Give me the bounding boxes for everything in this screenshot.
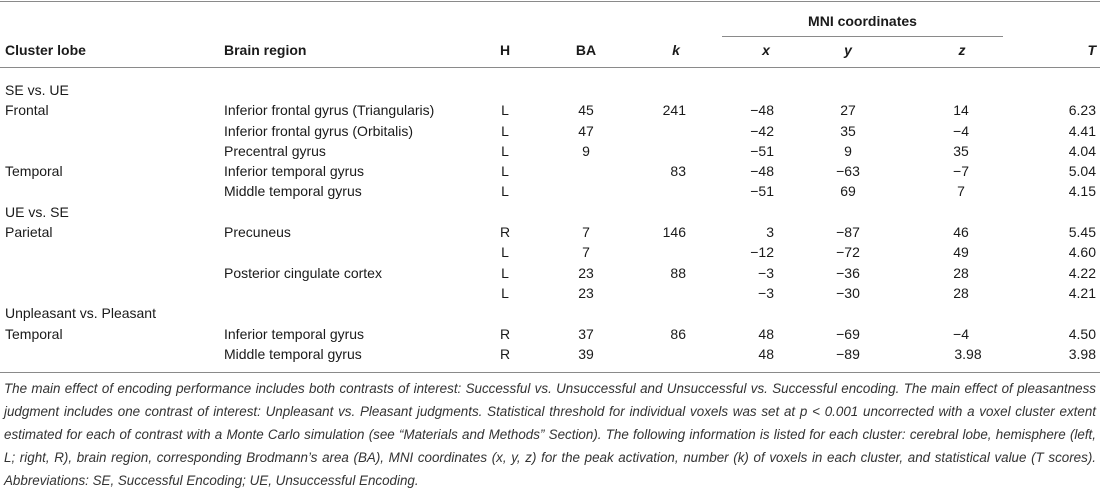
table-top-rule — [0, 1, 1100, 2]
cell-y: 69 — [840, 183, 856, 200]
cell-lobe: Parietal — [5, 224, 53, 241]
cell-t: 4.41 — [1068, 122, 1096, 139]
cell-y: 35 — [840, 122, 856, 139]
cell-z: −4 — [953, 325, 969, 342]
cell-k: 146 — [662, 224, 686, 241]
cell-h: L — [501, 122, 509, 139]
cell-ba: 47 — [578, 122, 594, 139]
cell-ba: 7 — [582, 224, 590, 241]
cell-h: L — [501, 264, 509, 281]
mni-coordinates-group-header: MNI coordinates — [808, 13, 917, 29]
col-header-hemisphere: H — [499, 42, 511, 58]
cell-x: −48 — [750, 102, 774, 119]
cell-z: 35 — [953, 142, 969, 159]
col-header-t: T — [1087, 42, 1096, 58]
cell-h: L — [501, 244, 509, 261]
cell-ba: 37 — [578, 325, 594, 342]
cell-lobe: Frontal — [5, 102, 49, 119]
cell-lobe: Temporal — [5, 163, 63, 180]
cell-k: 83 — [670, 163, 686, 180]
cell-x: −12 — [750, 244, 774, 261]
col-header-z: z — [958, 42, 966, 58]
cell-h: L — [501, 102, 509, 119]
col-header-ba: BA — [575, 42, 597, 58]
cell-z: 28 — [953, 284, 969, 301]
cell-t: 4.50 — [1068, 325, 1096, 342]
cell-t: 4.21 — [1068, 284, 1096, 301]
col-header-y: y — [844, 42, 852, 58]
cell-x: −3 — [758, 284, 774, 301]
cell-region: Inferior temporal gyrus — [224, 325, 365, 342]
cell-region: Inferior frontal gyrus (Orbitalis) — [224, 122, 414, 139]
cell-h: R — [499, 345, 511, 362]
cell-ba: 9 — [582, 142, 590, 159]
cell-x: −42 — [750, 122, 774, 139]
cell-region: Middle temporal gyrus — [224, 183, 362, 200]
cell-y: −36 — [836, 264, 860, 281]
table-bottom-rule — [0, 372, 1100, 373]
cell-x: −51 — [750, 183, 774, 200]
cell-x: −51 — [750, 142, 774, 159]
mni-group-rule — [722, 36, 1003, 37]
cell-z: 46 — [953, 224, 969, 241]
cell-t: 6.23 — [1068, 102, 1096, 119]
cell-lobe: SE vs. UE — [5, 82, 69, 98]
cell-z: 7 — [957, 183, 965, 200]
cell-region: Precentral gyrus — [224, 142, 326, 159]
cell-h: R — [499, 325, 511, 342]
cell-x: 3 — [766, 224, 774, 241]
cell-ba: 7 — [582, 244, 590, 261]
cell-k: 86 — [670, 325, 686, 342]
table-footnote: The main effect of encoding performance includes both contrasts of interest: Successful vs. Unsuccessful and Unsuccessful vs. Successful encoding. The main effect of pleasantness judgment includes one contrast of interest: Unpleasant vs. Pleasant judgments. Statistical threshold for individual voxels was set at p < 0.001 uncorrected with a voxel cluster extent estimated for each of contrast with a Monte Carlo simulation (see “Materials and Methods” Section). The following information is listed for each cluster: cerebral lobe, hemisphere (left, L; right, R), brain region, corresponding Brodmann’s area (BA), MNI coordinates (x, y, z) for the peak activation, number (k) of voxels in each cluster, and statistical value (T scores). Abbreviations: SE, Successful Encoding; UE, Unsuccessful Encoding. — [4, 381, 1096, 488]
cell-x: −3 — [758, 264, 774, 281]
cell-lobe: Temporal — [5, 325, 63, 342]
cell-z: 14 — [953, 102, 969, 119]
cell-y: −87 — [836, 224, 860, 241]
cell-region: Inferior temporal gyrus — [224, 163, 365, 180]
cell-h: R — [499, 224, 511, 241]
cell-h: L — [501, 163, 509, 180]
col-header-x: x — [762, 42, 770, 58]
cell-t: 5.45 — [1068, 224, 1096, 241]
cell-k: 241 — [662, 102, 686, 119]
cell-z: 28 — [953, 264, 969, 281]
cell-ba: 23 — [578, 264, 594, 281]
cell-t: 3.98 — [1068, 345, 1096, 362]
cell-z: 3.98 — [954, 345, 982, 362]
cell-x: 48 — [758, 325, 774, 342]
cell-h: L — [501, 284, 509, 301]
cell-lobe: UE vs. SE — [5, 203, 69, 220]
cell-ba: 45 — [578, 102, 594, 119]
header-bottom-rule — [0, 67, 1100, 68]
cell-lobe: Unpleasant vs. Pleasant — [5, 305, 156, 322]
cell-region: Precuneus — [224, 224, 291, 241]
cell-z: −7 — [953, 163, 969, 180]
cell-t: 4.60 — [1068, 244, 1096, 261]
cell-y: −69 — [836, 325, 860, 342]
cell-h: L — [501, 183, 509, 200]
cell-y: 9 — [844, 142, 852, 159]
cell-y: −63 — [836, 163, 860, 180]
cell-ba: 39 — [578, 345, 594, 362]
cell-ba: 23 — [578, 284, 594, 301]
cell-y: −89 — [836, 345, 860, 362]
cell-y: −30 — [836, 284, 860, 301]
cell-y: 27 — [840, 102, 856, 119]
cell-region: Posterior cingulate cortex — [224, 264, 382, 281]
cell-region: Middle temporal gyrus — [224, 345, 362, 362]
cell-z: −4 — [953, 122, 969, 139]
cell-x: 48 — [758, 345, 774, 362]
cell-z: 49 — [953, 244, 969, 261]
cell-y: −72 — [836, 244, 860, 261]
cell-t: 4.04 — [1068, 142, 1096, 159]
cell-t: 4.22 — [1068, 264, 1096, 281]
cell-t: 5.04 — [1068, 163, 1096, 180]
col-header-k: k — [672, 42, 680, 58]
cell-x: −48 — [750, 163, 774, 180]
cell-region: Inferior frontal gyrus (Triangularis) — [224, 102, 435, 119]
cell-h: L — [501, 142, 509, 159]
cell-k: 88 — [670, 264, 686, 281]
col-header-brain-region: Brain region — [224, 42, 307, 58]
col-header-cluster-lobe: Cluster lobe — [5, 42, 86, 58]
cell-t: 4.15 — [1068, 183, 1096, 200]
